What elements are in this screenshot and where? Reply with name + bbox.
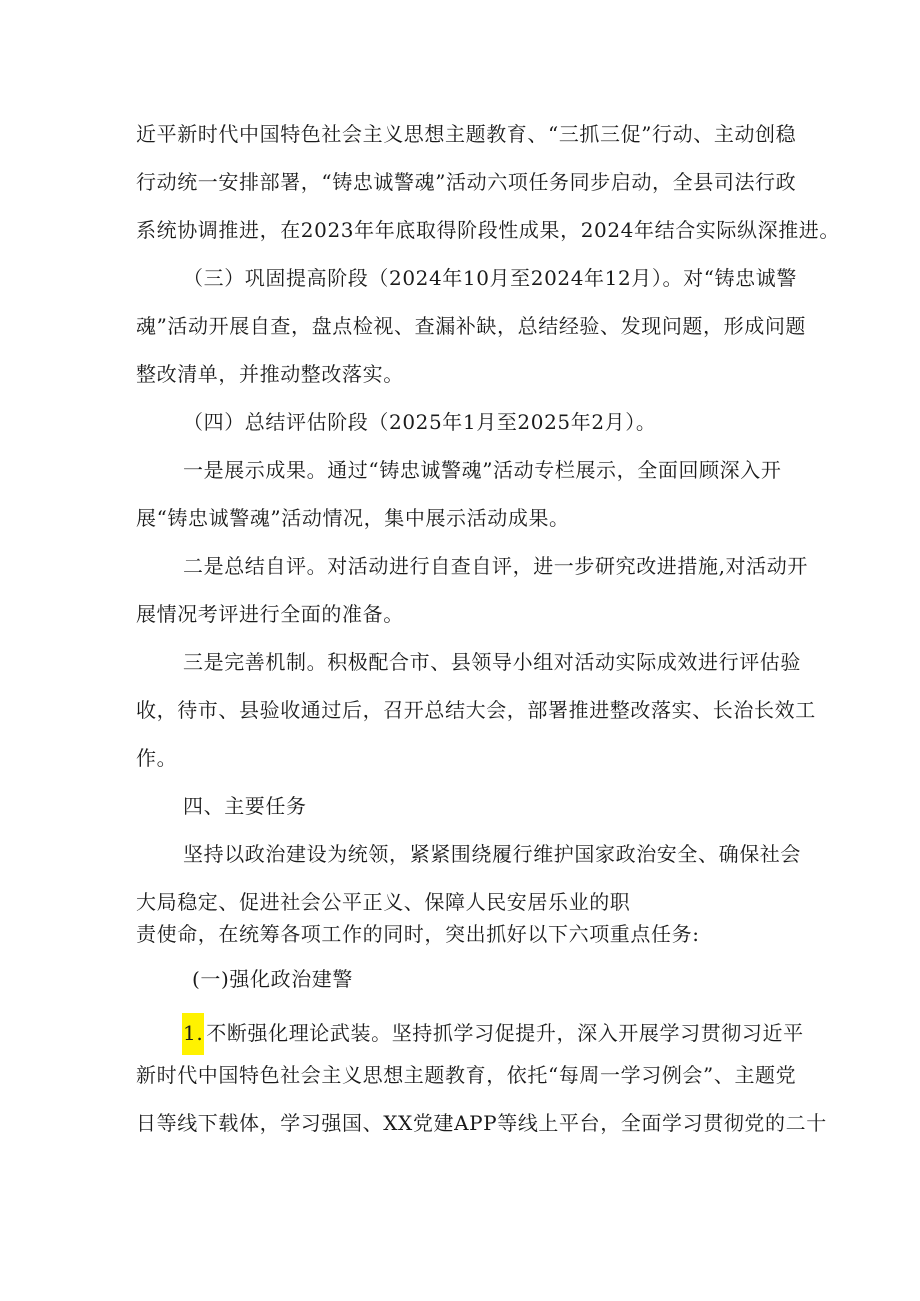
text-line: 展“铸忠诚警魂”活动情况，集中展示活动成果。 (136, 506, 570, 530)
text-line: 二是总结自评。对活动进行自查自评，进一步研究改进措施,对活动开 (183, 554, 808, 578)
section-heading: （四）总结评估阶段（2025年1月至2025年2月）。 (183, 410, 657, 434)
section-heading: 四、主要任务 (183, 794, 307, 818)
item-text: 不断强化理论武装。坚持抓学习促提升，深入开展学习贯彻习近平 (206, 1021, 804, 1045)
text-line: 魂”活动开展自查，盘点检视、查漏补缺，总结经验、发现问题，形成问题 (136, 314, 807, 338)
highlighted-item-line (182, 1013, 804, 1055)
text-line: 系统协调推进，在2023年年底取得阶段性成果，2024年结合实际纵深推进。 (136, 218, 840, 242)
text-line: 大局稳定、促进社会公平正义、保障人民安居乐业的职 (136, 890, 631, 914)
text-line: 收，待市、县验收通过后，召开总结大会，部署推进整改落实、长治长效工 (136, 698, 816, 722)
item-number-highlight: 1. (182, 1013, 204, 1055)
text-line: 近平新时代中国特色社会主义思想主题教育、“三抓三促”行动、主动创稳 (136, 122, 797, 146)
text-line: 一是展示成果。通过“铸忠诚警魂”活动专栏展示，全面回顾深入开 (183, 458, 782, 482)
section-heading: （三）巩固提高阶段（2024年10月至2024年12月）。对“铸忠诚警 (183, 266, 797, 290)
text-line: 责使命，在统筹各项工作的同时，突出抓好以下六项重点任务: (136, 922, 700, 946)
text-line: 坚持以政治建设为统领，紧紧围绕履行维护国家政治安全、确保社会 (183, 842, 801, 866)
subsection-heading: (一)强化政治建警 (192, 967, 354, 991)
text-line: 整改清单，并推动整改落实。 (136, 362, 404, 386)
text-line: 行动统一安排部署，“铸忠诚警魂”活动六项任务同步启动，全县司法行政 (136, 170, 797, 194)
text-line: 日等线下载体，学习强国、XX党建APP等线上平台，全面学习贯彻党的二十 (136, 1111, 827, 1135)
text-line: 作。 (136, 746, 178, 770)
text-line: 展情况考评进行全面的准备。 (136, 602, 404, 626)
text-line: 三是完善机制。积极配合市、县领导小组对活动实际成效进行评估验 (183, 650, 801, 674)
text-line: 新时代中国特色社会主义思想主题教育，依托“每周一学习例会”、主题党 (136, 1063, 797, 1087)
